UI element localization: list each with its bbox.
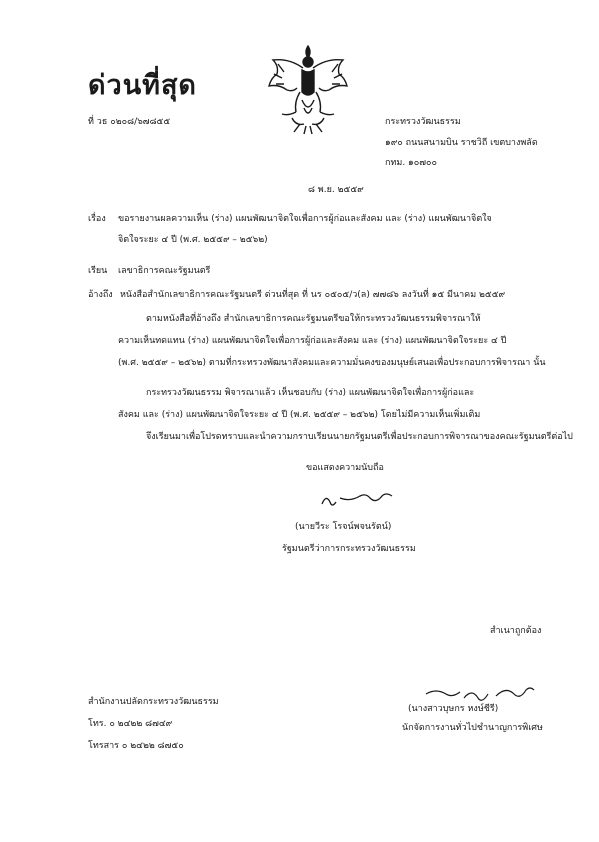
reference-value: หนังสือสำนักเลขาธิการคณะรัฐมนตรี ด่วนที่สุด ที่ นร ๐๕๐๕/ว(ล) ๗๗๘๖ ลงวันที่ ๑๕ มีนาคม ๒๕๕๙ <box>120 290 506 300</box>
document-number: ที่ วธ ๐๒๐๘/๖๗๘๕๕ <box>88 117 171 127</box>
garuda-emblem-icon <box>262 40 354 136</box>
signatory-name: (นายวีระ โรจน์พจนรัตน์) <box>295 522 392 532</box>
closing-regards: ขอแสดงความนับถือ <box>306 463 384 473</box>
body-para1-line: ความเห็นทดแทน (ร่าง) แผนพัฒนาจิตใจเพื่อการผู้ก่อและสังคม และ (ร่าง) แผนพัฒนาจิตใจระยะ ๔ ปี <box>118 336 507 346</box>
recipient-value: เลขาธิการคณะรัฐมนตรี <box>118 266 211 276</box>
agency-name: กระทรวงวัฒนธรรม <box>385 117 461 127</box>
certifier-title: นักจัดการงานทั่วไปชำนาญการพิเศษ <box>402 723 543 733</box>
agency-postal: กทม. ๑๐๗๐๐ <box>385 158 437 168</box>
office-phone: โทร. ๐ ๒๔๒๒ ๘๗๔๙ <box>88 719 173 729</box>
certified-copy-label: สำเนาถูกต้อง <box>490 626 542 636</box>
reference-label: อ้างถึง <box>88 290 113 300</box>
minister-signature <box>318 488 398 514</box>
subject-label: เรื่อง <box>88 214 106 224</box>
agency-address: ๑๙๐ ถนนสนามบิน ราชวิถี เขตบางพลัด <box>385 138 538 148</box>
urgency-title: ด่วนที่สุด <box>88 70 197 101</box>
recipient-label: เรียน <box>88 266 108 276</box>
body-para2-line: สังคม และ (ร่าง) แผนพัฒนาจิตใจระยะ ๔ ปี (พ.ศ. ๒๕๕๙ – ๒๕๖๒) โดยไม่มีความเห็นเพิ่มเติม <box>118 410 481 420</box>
body-para3: จึงเรียนมาเพื่อโปรดทราบและนำความกราบเรียนนายกรัฐมนตรีเพื่อประกอบการพิจารณาของคณะรัฐมนตรีต่อไป <box>146 432 573 442</box>
certifier-name: (นางสาวบุษกร หงษ์ชีรี) <box>408 704 499 714</box>
body-para2-line: กระทรวงวัฒนธรรม พิจารณาแล้ว เห็นชอบกับ (ร่าง) แผนพัฒนาจิตใจเพื่อการผู้ก่อและ <box>146 388 475 398</box>
body-para1-line: ตามหนังสือที่อ้างถึง สำนักเลขาธิการคณะรัฐมนตรีขอให้กระทรวงวัฒนธรรมพิจารณาให้ <box>146 314 481 324</box>
signatory-title: รัฐมนตรีว่าการกระทรวงวัฒนธรรม <box>282 544 416 554</box>
subject-line-2: จิตใจระยะ ๔ ปี (พ.ศ. ๒๕๕๙ – ๒๕๖๒) <box>118 235 268 245</box>
document-date: ๘ พ.ย. ๒๕๕๙ <box>308 185 364 195</box>
subject-line-1: ขอรายงานผลความเห็น (ร่าง) แผนพัฒนาจิตใจเพื่อการผู้ก่อและสังคม และ (ร่าง) แผนพัฒนาจิตใจ <box>118 214 492 224</box>
office-fax: โทรสาร ๐ ๒๔๒๒ ๘๗๕๐ <box>88 741 184 751</box>
body-para1-line: (พ.ศ. ๒๕๕๙ – ๒๕๖๒) ตามที่กระทรวงพัฒนาสังคมและความมั่นคงของมนุษย์เสนอเพื่อประกอบการพิจารณา นั้น <box>118 358 546 368</box>
issuing-office: สำนักงานปลัดกระทรวงวัฒนธรรม <box>88 697 219 707</box>
